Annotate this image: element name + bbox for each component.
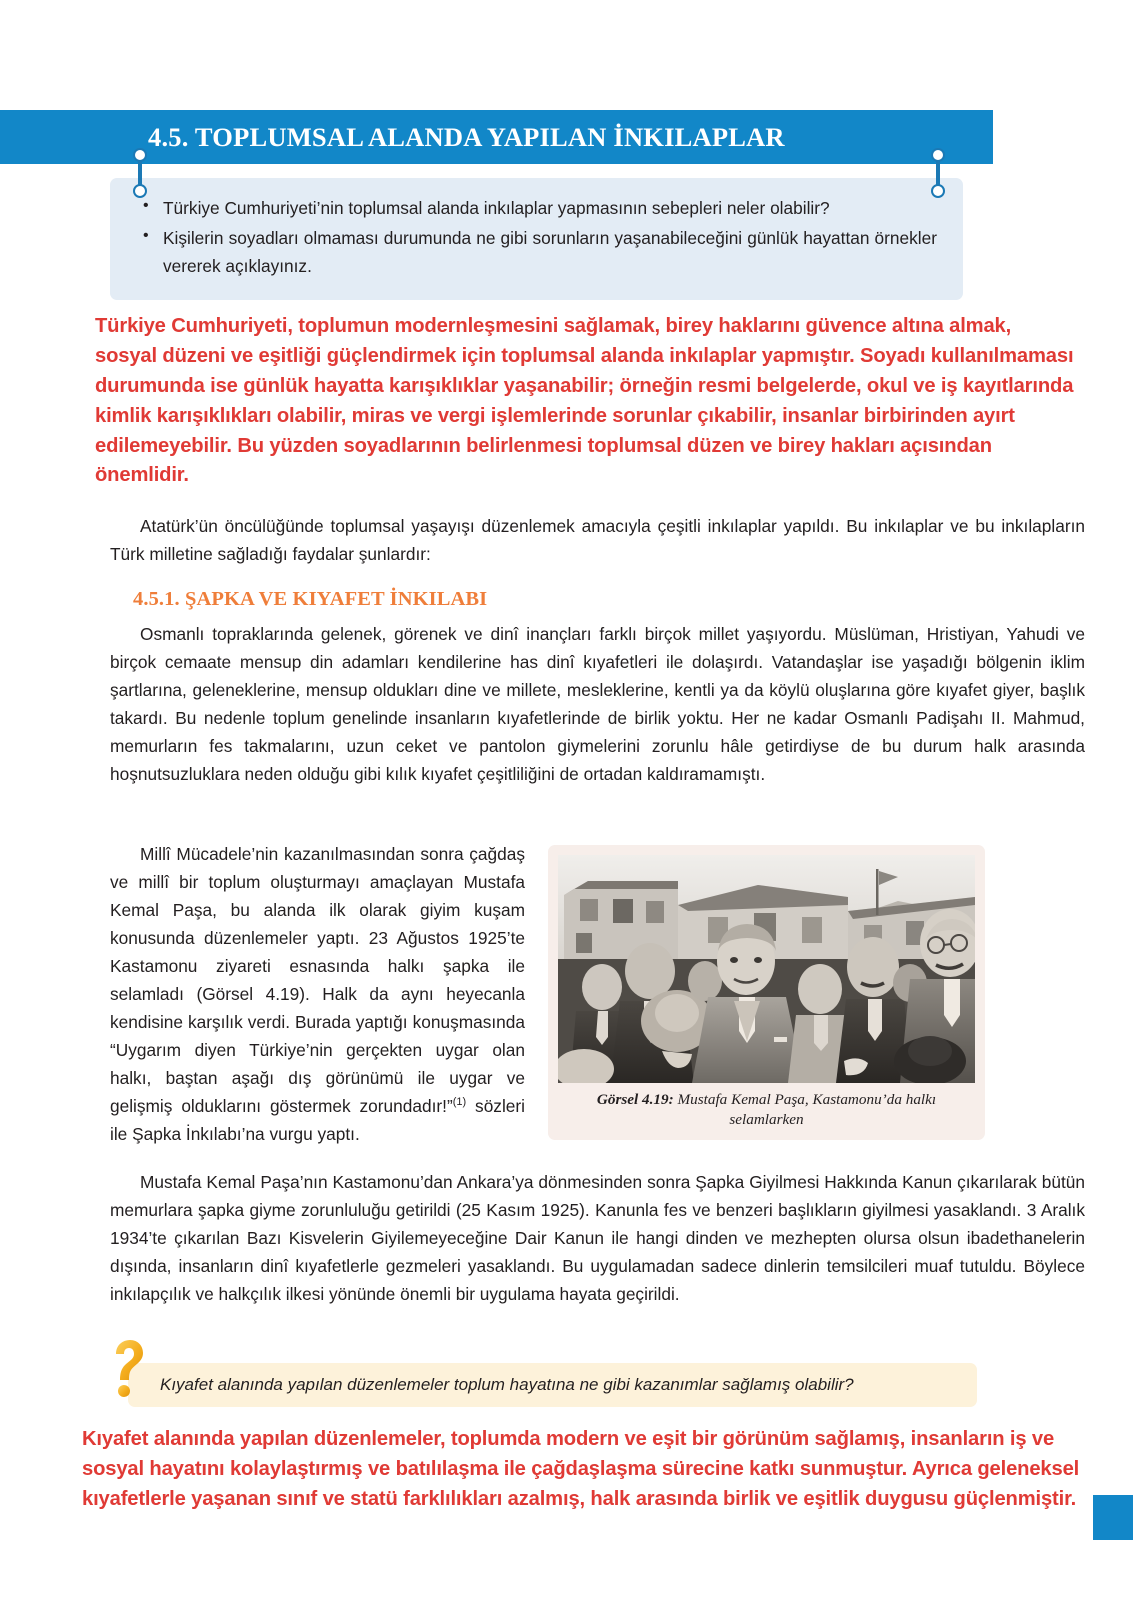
pin-knob-bottom (133, 184, 147, 198)
lead-paragraph: Atatürk’ün öncülüğünde toplumsal yaşayışı düzenlemek amacıyla çeşitli inkılaplar yapıldı. Bu inkılaplar ve bu inkılapların Türk milletine sağladığı faydalar şunlardır: (110, 516, 1085, 565)
question-mark-glyph (110, 1340, 144, 1398)
list-item: • Türkiye Cumhuriyeti’nin toplumsal alanda inkılaplar yapmasının sebepleri neler olabilir? (136, 194, 937, 222)
subsection-heading: 4.5.1. ŞAPKA VE KIYAFET İNKILABI (133, 588, 488, 610)
pin-knob-top (133, 148, 147, 162)
question-mark-icon (110, 1340, 144, 1398)
intro-question-box (110, 178, 963, 300)
footnote-marker: (1) (452, 1096, 467, 1109)
reflection-question-text: Kıyafet alanında yapılan düzenlemeler toplum hayatına ne gibi kazanımlar sağlamış olabilir? (160, 1375, 854, 1394)
answer-text-bottom: Kıyafet alanında yapılan düzenlemeler, toplumda modern ve eşit bir görünüm sağlamış, insanların iş ve sosyal hayatını kolaylaştırmış ve batılılaşma ile çağdaşlaşma sürecine katkı sunmuştur. Ayrıca geleneksel kıyafetlerle yaşanan sınıf ve statü farklılıkları azalmış, halk arasında birlik ve eşitlik duygusu güçlenmiştir. (82, 1428, 1080, 1510)
intro-question-list (136, 194, 937, 280)
historical-photo-illustration (558, 855, 975, 1083)
section-header-bar (0, 110, 993, 164)
pin-connector-left (133, 148, 147, 198)
paragraph-2-text-b: sözleri ile Şapka İnkılabı’na vurgu yaptı. (110, 1096, 525, 1145)
figure-caption (558, 1083, 975, 1132)
page-title: 4.5. TOPLUMSAL ALANDA YAPILAN İNKILAPLAR (148, 121, 785, 152)
paragraph-3: Mustafa Kemal Paşa’nın Kastamonu’dan Ankara’ya dönmesinden sonra Şapka Giyilmesi Hakkında Kanun çıkarılarak bütün memurlara şapka giyme zorunluluğu getirildi (25 Kasım 1925). Kanunla fes ve benzeri başlıkların giyilmesi yasaklandı. 3 Aralık 1934’te çıkarılan Bazı Kisvelerin Giyilemeyeceğine Dair Kanun ile hangi dinden ve mezhepten olursa olsun ibadethanelerin dışında, insanların dinî kıyafetlerle gezmeleri yasaklandı. Bu uygulamadan sadece dinlerin temsilcileri muaf tutuldu. Böylece inkılapçılık ve halkçılık ilkesi yönünde önemli bir uygulama hayata geçirildi. (110, 1172, 1085, 1305)
figure-caption-label: Görsel 4.19: (596, 1091, 674, 1108)
paragraph-2-text-a: Millî Mücadele’nin kazanılmasından sonra çağdaş ve millî bir toplum oluşturmayı amaçlayan Mustafa Kemal Paşa, bu alanda ilk olarak giyim kuşam konusunda düzenlemeler yaptı. 23 Ağustos 1925’te Kastamonu ziyareti esnasında halkı şapka ile selamladı (Görsel 4.19). Halk da aynı heyecanla kendisine karşılık verdi. Burada yaptığı konuşmasında “Uygarım diyen Türkiye’nin gerçekten uygar olan halkı, baştan aşağı dış görünümü ile uygar ve gelişmiş olduklarını göstermek zorundadır!” (110, 844, 525, 1117)
page-edge-tab (1093, 1495, 1133, 1540)
figure-caption-text: Mustafa Kemal Paşa, Kastamonu’da halkı selamlarken (673, 1091, 937, 1129)
figure-photo (558, 855, 975, 1083)
figure-görsel-4-19 (548, 845, 985, 1140)
paragraph-1: Osmanlı topraklarında gelenek, görenek ve dinî inançları farklı birçok millet yaşıyordu. Müslüman, Hristiyan, Yahudi ve birçok cemaate mensup din adamları kendilerine has dinî kıyafetleri ile dolaşırdı. Vatandaşlar ise yaşadığı bölgenin iklim şartlarına, geleneklerine, mensup oldukları dine ve millete, mesleklerine, kentli ya da köylü oluşlarına göre kıyafet giyer, başlık takardı. Bu nedenle toplum genelinde insanların kıyafetlerinde de birlik yoktu. Her ne kadar Osmanlı Padişahı II. Mahmud, memurların fes takmalarını, uzun ceket ve pantolon giymelerini zorunlu hâle getirdiyse de bu durum halk arasında hoşnutsuzluklara neden olduğu gibi kılık kıyafet çeşitliliğini de ortadan kaldıramamıştı. (110, 624, 1085, 785)
pin-knob-top (931, 148, 945, 162)
paragraph-2 (110, 840, 525, 1148)
list-item: • Kişilerin soyadları olmaması durumunda ne gibi sorunların yaşanabileceğini günlük hayattan örnekler vererek açıklayınız. (136, 224, 937, 280)
pin-connector-right (931, 148, 945, 198)
reflection-question-box (128, 1363, 977, 1407)
pin-knob-bottom (931, 184, 945, 198)
answer-text-top: Türkiye Cumhuriyeti, toplumun modernleşmesini sağlamak, birey haklarını güvence altına almak, sosyal düzeni ve eşitliği güçlendirmek için toplumsal alanda inkılaplar yapmıştır. Soyadı kullanılmaması durumunda ise günlük hayatta karışıklıklar yaşanabilir; örneğin resmi belgelerde, okul ve iş kayıtlarında kimlik karışıklıkları olabilir, miras ve vergi işlemlerinde sorunlar çıkabilir, insanlar birbirinden ayırt edilemeyebilir. Bu yüzden soyadlarının belirlenmesi toplumsal düzen ve birey hakları açısından önemlidir. (95, 315, 1074, 487)
